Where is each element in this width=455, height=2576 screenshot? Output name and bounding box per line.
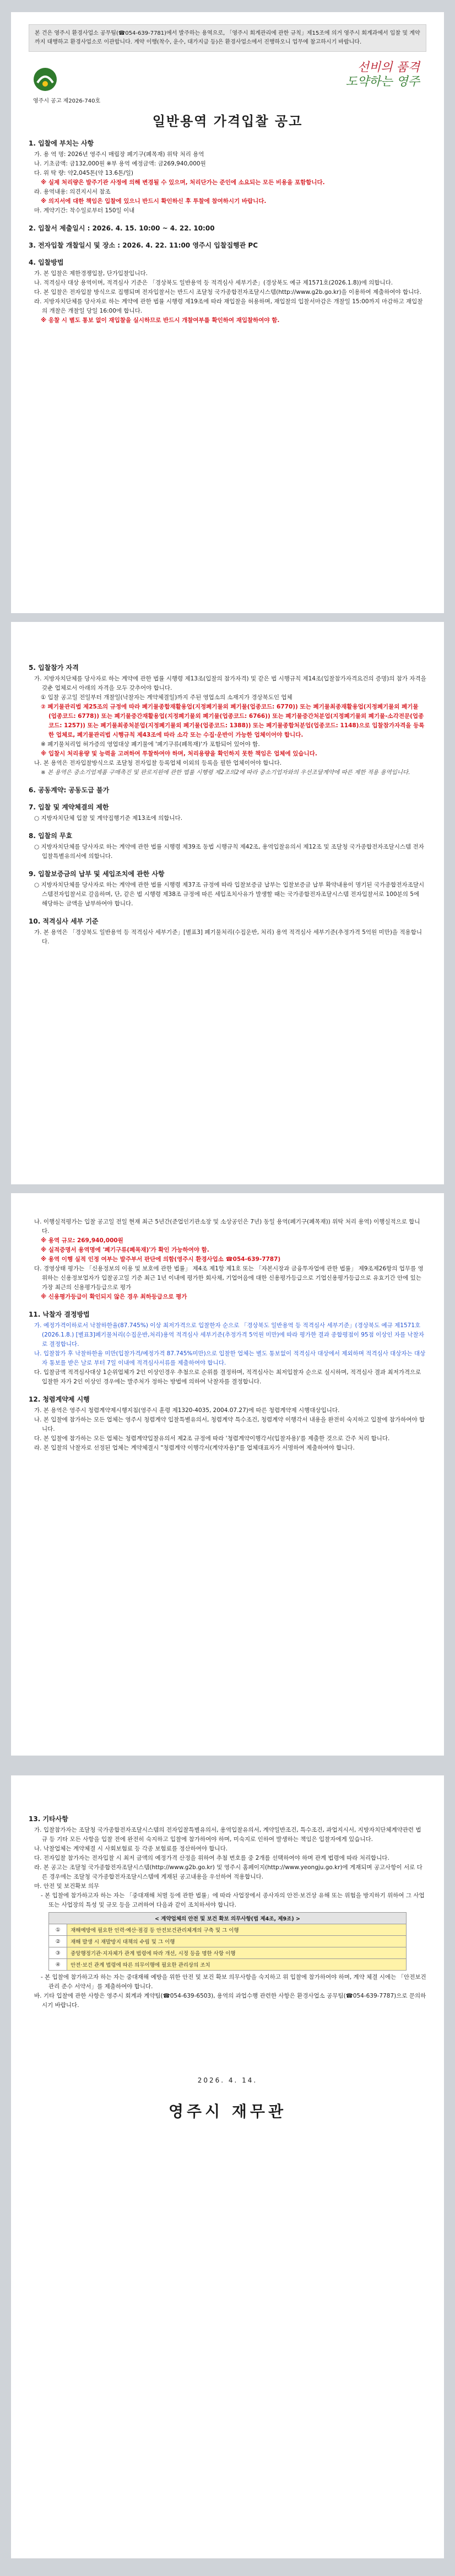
p3-a3: ※ 용역 이행 실적 인정 여부는 발주부서 판단에 의함(영주시 환경사업소 ☎054-639-7787) [41, 1256, 281, 1263]
s13-e1: - 본 입찰에 참가하고자 하는 자는 「중대재해 처벌 등에 관한 법률」에 따라 사업장에서 종사자의 안전·보건상 유해 또는 위험을 방지하기 위하여 그 사업 또는 사업장의 특성 및 규모 등을 고려하여 다음과 같이 조치하셔야 합니다. [41, 1892, 425, 1908]
section-12-heading: 12. 청렴계약제 시행 [29, 1396, 90, 1403]
slogan-line-2: 도약하는 영주 [345, 75, 420, 89]
p3-a1: ※ 용역 규모: 269,940,000원 [41, 1237, 123, 1244]
s4-a: 가. 본 입찰은 제한경쟁입찰, 단가입찰입니다. [34, 270, 148, 277]
section-6-heading [29, 785, 426, 795]
section-10-heading: 10. 적격심사 세부 기준 [29, 917, 99, 925]
row-number: ① [49, 1924, 67, 1936]
s13-b: 나. 낙찰업체는 계약체결 시 사회보험료 등 각종 보험료를 정산하여야 합니다. [34, 1845, 228, 1852]
table-row [49, 1936, 407, 1947]
s5-b1: ① 입찰 공고일 전일부터 개찰일(낙찰자는 계약체결일)까지 주된 영업소의 소재지가 경상북도인 업체 [41, 694, 292, 701]
s13-e2: - 본 입찰에 참가하고자 하는 자는 중대재해 예방을 위한 안전 및 보건 확보 의무사항을 숙지하고 위 입찰에 참가하여야 하며, 계약 체결 시에는 「안전보건관리 준수 서약서」를 제출하여야 합니다. [41, 1974, 426, 1990]
s13-e: 마. 안전 및 보건확보 의무 [34, 1883, 100, 1890]
p3-b1: ※ 신용평가등급이 확인되지 않은 경우 최하등급으로 평가 [41, 1294, 187, 1300]
s12-b: 나. 본 입찰에 참가하는 모든 업체는 영주시 청렴계약 입찰특별유의서, 청렴계약 특수조건, 청렴계약 이행각서 내용을 완전히 숙지하고 입찰에 참가하여야 합니다. [34, 1416, 425, 1432]
section-11-heading: 11. 낙찰자 결정방법 [29, 1311, 90, 1318]
s4-e: ※ 응찰 시 별도 통보 없이 재입찰을 실시하므로 반드시 개찰여부를 확인하여 재입찰하여야 함. [41, 317, 280, 324]
row-text: 재해예방에 필요한 인력·예산·점검 등 안전보건관리체계의 구축 및 그 이행 [67, 1924, 407, 1936]
section-9-heading: 9. 입찰보증금의 납부 및 세입조치에 관한 사항 [29, 870, 165, 878]
s1-period: 다. 위 탁 량: 약2,045톤(약 13.6톤/일) [34, 170, 134, 176]
s5-c2: ※ 본 용역은 중소기업제품 구매촉진 및 판로지원에 관한 법률 시행령 제2조의2에 따라 중소기업자와의 우선조달계약에 따른 제한 적용 용역입니다. [41, 769, 410, 776]
s8-a: ○ 지방자치단체를 당사자로 하는 계약에 관한 법률 시행령 제39조 동법 시행규칙 제42조, 용역입찰유의서 제12조 및 조달청 국가종합전자조달시스템 전자입찰특별유의서에 의합니다. [34, 844, 424, 860]
s1-sub: 마. 계약기간: 착수일로부터 150일 이내 [34, 207, 135, 214]
table-row [49, 1959, 407, 1971]
section-4-heading: 4. 입찰방법 [29, 259, 64, 266]
s10-a: 가. 본 용역은 「경상북도 일반용역 등 적격심사 세부기준」[별표3] 폐기물처리(수집운반, 처리) 용역 적격심사 세부기준(추정가격 5억원 미만)을 적용합니다. [34, 929, 422, 945]
signature-authority: 영주시 재무관 [168, 2102, 287, 2121]
s5-b2: ② 폐기물관리법 제25조의 규정에 따라 폐기물종합재활용업(지정폐기물외 폐기물(업종코드: 6770)) 또는 폐기물최종재활용업(지정폐기물외 폐기물(업종코드: 6778)) 또는 폐기물중간재활용업(지정폐기물외 폐기물(업종코드: 6766)) 또는 폐기물중간처분업(지정폐기물외 폐기물-소각전문(업종코드: 1257)) 또는 폐기물최종처분업(지정폐기물외 폐기물(업종코드: 1388)) 또는 폐기물종합처분업(업종코드: 1148)으로 입찰참가자격을 등록한 업체로, 폐기물관리법 시행규칙 제43조에 따라 소각 또는 수집·운반이 가능한 업체이어야 합니다. [41, 704, 425, 738]
safety-duties-table [48, 1912, 407, 1971]
page-title: 일반용역 가격입찰 공고 [152, 114, 303, 129]
s9-a: ○ 지방자치단체를 당사자로 하는 계약에 관한 법률 시행령 제37조 규정에 따라 입찰보증금 납부는 입찰보증금 납부 확약내용이 명기된 국가종합전자조달시스템전자입찰서로 갈음하며, 단, 같은 법 시행령 제38조 규정에 따른 세입조치사유가 발생할 때는 국가종합전자조달시스템 전자입찰서로 100분의 5에 해당하는 금액을 납부하여야 합니다. [34, 882, 425, 907]
header-row [29, 56, 426, 106]
doc-number: 영주시 공고 제2026-740호 [33, 98, 101, 104]
section-8-heading: 8. 입찰의 무효 [29, 832, 73, 840]
row-number: ② [49, 1936, 67, 1947]
s5-b4: ※ 입찰시 처리용량 및 능력을 고려하여 투찰하여야 하며, 처리용량을 확인하지 못한 책임은 업체에 있습니다. [41, 750, 317, 757]
table-body [49, 1924, 407, 1971]
notice-date: 2026. 4. 14. [197, 2076, 258, 2084]
s11-a: 가. 예정가격이하로서 낙찰하한율(87.745%) 이상 최저가격으로 입찰한자 순으로 「경상북도 일반용역 등 적격심사 세부기준」(경상북도 예규 제1571호(2026.1.8.) [별표3]폐기물처리(수집운반,처리)용역 적격심사 세부기준(추정가격 5억원 미만)에 따라 평가한 결과 종합평점이 95점 이상인 자를 낙찰자로 결정합니다. [34, 1322, 424, 1348]
s1-budget: 나. 기초금액: 금132,000원 ※부 용역 예정금액: 금269,940,000원 [34, 160, 206, 167]
header-notice: 본 건은 영주시 환경사업소 공무팀(☎054-639-7781)에서 발주하는 용역으로, 「영주시 회계관리에 관한 규칙」제15조에 의거 영주시 회계과에서 입찰 및 계약까지 대행하고 환경사업소로 이관합니다. 계약 이행(착수, 운수, 대가지급 등)은 환경사업소에서 진행하오니 업무에 참고하시기 바랍니다. [29, 24, 426, 52]
s12-c: 다. 본 입찰에 참가하는 모든 업체는 청렴계약입찰유의서 제2조 규정에 따라 '청렴계약이행각서(입찰자용)'를 제출한 것으로 간주 처리 합니다. [34, 1435, 390, 1442]
page-4 [11, 1775, 444, 2558]
table-row [49, 1947, 407, 1959]
s5-a: 가. 지방자치단체를 당사자로 하는 계약에 관한 법률 시행령 제13조(입찰의 참가자격) 및 같은 법 시행규칙 제14조(입찰참가자격요건의 증명)의 참가 자격을 갖춘 업체로서 아래의 자격을 모두 갖추어야 합니다. [34, 675, 426, 691]
section-13-heading: 13. 기타사항 [29, 1815, 68, 1823]
section-1-heading: 1. 입찰에 부치는 사항 [29, 139, 94, 147]
s4-d: 라. 지방자치단체를 당사자로 하는 계약에 관한 법률 시행령 제19조에 따라 재입찰을 허용하며, 재입찰의 입찰서마감은 개찰일 15:00까지 마감하고 재입찰의 개찰은 개찰일 당일 16:00에 합니다. [34, 298, 423, 314]
table-title: < 계약업체의 안전 및 보건 확보 의무사항(법 제4조, 제9조) > [49, 1913, 407, 1924]
s4-c: 다. 본 입찰은 전자입찰 방식으로 집행되며 전자입찰서는 반드시 조달청 국가종합전자조달시스템(http://www.g2b.go.kr)을 이용하여 제출하여야 합니다. [34, 289, 421, 296]
section-6-text: 6. 공동계약: 공동도급 불가 [29, 786, 110, 794]
row-number: ④ [49, 1959, 67, 1971]
s1-note-2: ※ 의지서에 대한 책임은 입찰에 있으니 반드시 확인하신 후 투찰에 참여하시기 바랍니다. [41, 198, 267, 205]
row-text: 중앙행정기관·지자체가 관계 법령에 따라 개선, 시정 등을 명한 사항 이행 [67, 1947, 407, 1959]
s1-note-1: ※ 실제 처리량은 발주기관 사정에 의해 변경될 수 있으며, 처리단가는 준인에 소요되는 모든 비용을 포함합니다. [41, 179, 325, 186]
s12-d: 라. 본 입찰의 낙찰자로 선정된 업체는 계약체결시 "청렴계약 이행각서(계약자용)"를 업체대표자가 서명하여 제출하여야 합니다. [34, 1445, 355, 1451]
yeongju-logo-icon [33, 67, 57, 92]
section-3-heading: 3. 전자입찰 개찰일시 및 장소 : 2026. 4. 22. 11:00 영주시 입찰집행관 PC [29, 242, 258, 249]
s11-c: 다. 입찰금액 적격심사대상 1순위업체가 2인 이상인경우 추첨으로 순위를 결정하며, 적격심사는 최저입찰자 순으로 실시하며, 적격심사 결과 최저가격으로 입찰한 자가 2인 이상인 경우에는 발주처가 정하는 방법에 의하여 낙찰자를 결정합니다. [34, 1369, 421, 1385]
s1-name: 가. 용 역 명: 2026년 영주시 매립장 폐기구(폐목재) 위탁 처리 용역 [34, 151, 204, 158]
s13-d: 라. 본 공고는 조달청 국가종합전자조달시스템(http://www.g2b.go.kr) 및 영주시 홈페이지(http://www.yeongju.go.kr)에 게재되며 공고사항이 서로 다른 경우에는 조달청 국가종합전자조달시스템에 게재된 공고내용을 우선하여 적용합니다. [34, 1864, 422, 1880]
p3-b: 다. 경영상태 평가는 「신용정보의 이용 및 보호에 관한 법률」 제4조 제1항 제1호 또는 「자본시장과 금융투자업에 관한 법률」 제9조제26항의 업무를 영위하는 신용정보업자가 입찰공고일 기준 최근 1년 이내에 평가한 회사채, 기업어음에 대한 신용평가등급으로 기업신용평가등급으로 유효기간 안에 있는 가장 최근의 신용평가등급으로 평가 [34, 1265, 424, 1291]
s11-b: 나. 입찰참가 후 낙찰하한율 미만(입찰가격/예정가격 87.745%미만)으로 입찰한 업체는 별도 통보없이 적격심사 대상에서 제외하며 적격심사 대상자는 대상자 통보를 받은 날로 부터 7일 이내에 적격심사서류를 제출하여야 합니다. [34, 1350, 426, 1366]
s13-a: 가. 입찰참가자는 조달청 국가종합전자조달시스템의 전자입찰특별유의서, 용역입찰유의서, 계약일반조건, 특수조건, 과업지시서, 지방자치단체계약관련 법규 등 기타 모든 사항을 입찰 전에 완전히 숙지하고 입찰에 참가하여야 하며, 미숙지로 인하여 발생하는 책임은 입찰자에게 있습니다. [34, 1827, 421, 1843]
row-text: 안전·보건 관계 법령에 따른 의무이행에 필요한 관리상의 조치 [67, 1959, 407, 1971]
s4-b: 나. 적격심사 대상 용역이며, 적격심사 기준은 「경상북도 일반용역 등 적격심사 세부기준」(경상북도 예규 제1571호(2026.1.8))에 의합니다. [34, 280, 393, 286]
section-7-heading: 7. 입찰 및 계약체결의 제한 [29, 803, 109, 811]
p3-a: 나. 이행실적평가는 입찰 공고일 전일 현재 최근 5년간(준업인기관소장 및 소상공인은 7년) 동일 용역(폐기구(폐목재)) 위탁 처리 용역) 이행실적으로 합니다. [34, 1219, 420, 1235]
section-5-heading: 5. 입찰참가 자격 [29, 664, 79, 672]
s5-c: 나. 본 용역은 전자입찰방식으로 조달청 전자입찰 등록업체 이외의 등록을 필한 업체이어야 합니다. [34, 760, 282, 766]
slogan-line-1: 선비의 품격 [357, 61, 420, 74]
page-1 [11, 12, 444, 613]
p3-a2: ※ 실적증명서 용역명에 '폐기구류(폐목재)'가 확인 가능하여야 함. [41, 1247, 209, 1253]
s12-a: 가. 본 용역은 영주시 청렴계약제시행지침(영주시 훈령 제1320-4035, 2004.07.27)에 따른 청렴계약제 시행대상입니다. [34, 1407, 340, 1414]
s13-c: 다. 전자입찰 참가자는 전자입찰 시 최저 금액의 예정가격 산정을 위하여 추첨 번호를 중 2개를 선택하여야 하며 관계 법령에 따라 처리합니다. [34, 1855, 389, 1861]
section-2-heading: 2. 입찰서 제출일시 : 2026. 4. 15. 10:00 ~ 4. 22. 10:00 [29, 224, 215, 232]
s13-f: 바. 기타 입찰에 관한 사항은 영주시 회계과 계약팀(☎054-639-6503), 용역의 과업수행 관련한 사항은 환경사업소 공무팀(☎054-639-7787)으로 문의하시기 바랍니다. [34, 1993, 426, 2009]
row-number: ③ [49, 1947, 67, 1959]
page-3 [11, 1193, 444, 1756]
s5-b3: ※ 폐기물처리업 허가증의 영업대상 폐기물에 '폐기구류(폐목재)'가 포함되어 있어야 함. [41, 741, 260, 748]
s7-a: ○ 지방자치단체 입찰 및 계약집행기준 제13조에 의합니다. [34, 815, 183, 822]
page-2 [11, 622, 444, 1184]
city-slogan [345, 61, 420, 89]
table-row [49, 1924, 407, 1936]
s1-place: 라. 용역내용: 의견지시서 참조 [34, 189, 111, 195]
row-text: 재해 발생 시 재발방지 대책의 수립 및 그 이행 [67, 1936, 407, 1947]
